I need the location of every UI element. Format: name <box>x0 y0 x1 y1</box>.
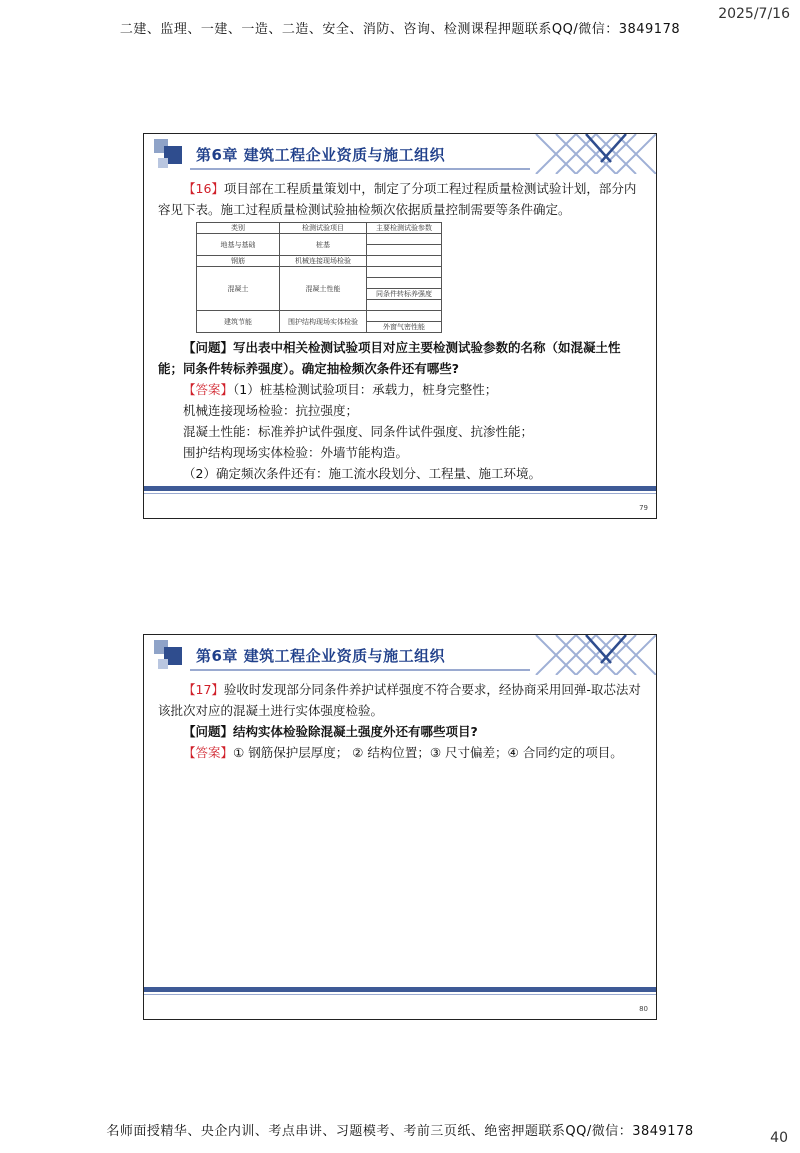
table-cell: 桩基 <box>280 234 367 256</box>
table-cell <box>367 300 442 311</box>
question-paragraph <box>158 178 642 220</box>
slide-title-bar <box>144 134 656 174</box>
answer-label: 【答案】 <box>183 382 234 397</box>
table-header-row <box>197 223 442 234</box>
slide-title-bar <box>144 635 656 675</box>
slide-bottom-band <box>144 486 656 491</box>
answer-line: 混凝土性能：标准养护试件强度、同条件试件强度、抗渗性能； <box>183 424 534 439</box>
question-label: 【问题】 <box>183 724 234 739</box>
table-cell <box>367 245 442 256</box>
page-footer-text: 名师面授精华、央企内训、考点串讲、习题模考、考前三页纸、绝密押题联系QQ/微信：3849178 <box>106 1124 694 1139</box>
table-row <box>197 234 442 245</box>
question-prompt-text: 写出表中相关检测试验项目对应主要检测试验参数的名称（如混凝土性能；同条件转标养强度）。确定抽检频次条件还有哪些? <box>158 340 621 376</box>
table-header-cell: 检测试验项目 <box>280 223 367 234</box>
question-number: 【16】 <box>183 181 224 196</box>
table-cell: 地基与基础 <box>197 234 280 256</box>
question-paragraph <box>158 679 642 721</box>
table-cell <box>367 267 442 278</box>
table-cell: 同条件转标养强度 <box>367 289 442 300</box>
table-cell: 机械连接现场检验 <box>280 256 367 267</box>
page-number: 40 <box>770 1130 788 1146</box>
table-cell <box>367 311 442 322</box>
table-cell: 混凝土性能 <box>280 267 367 311</box>
slide-number: 79 <box>639 504 648 512</box>
title-underline <box>190 669 530 671</box>
test-plan-table <box>196 222 442 333</box>
answer-text: ① 钢筋保护层厚度； ② 结构位置；③ 尺寸偏差；④ 合同约定的项目。 <box>233 745 623 760</box>
table-cell: 围护结构现场实体检验 <box>280 311 367 333</box>
table-cell: 建筑节能 <box>197 311 280 333</box>
table-row <box>197 267 442 278</box>
question-body: 项目部在工程质量策划中，制定了分项工程过程质量检测试验计划，部分内容见下表。施工过程质量检测试验抽检频次依据质量控制需要等条件确定。 <box>158 181 637 217</box>
slide-79 <box>143 133 657 519</box>
slide-content <box>158 679 642 763</box>
table-header-cell: 类别 <box>197 223 280 234</box>
table-cell: 混凝土 <box>197 267 280 311</box>
question-label: 【问题】 <box>183 340 234 355</box>
table-row <box>197 256 442 267</box>
question-prompt-text: 结构实体检验除混凝土强度外还有哪些项目? <box>233 724 478 739</box>
table-cell <box>367 256 442 267</box>
page-header-text: 二建、监理、一建、一造、二造、安全、消防、咨询、检测课程押题联系QQ/微信：3849178 <box>119 22 681 37</box>
question-body: 验收时发现部分同条件养护试样强度不符合要求，经协商采用回弹-取芯法对该批次对应的混凝土进行实体强度检验。 <box>158 682 641 718</box>
table-cell: 钢筋 <box>197 256 280 267</box>
corner-lattice-icon <box>526 134 656 174</box>
answer-line: 围护结构现场实体检验：外墙节能构造。 <box>183 445 409 460</box>
question-prompt <box>158 721 642 742</box>
slide-number: 80 <box>639 1005 648 1013</box>
slide-title: 第6章 建筑工程企业资质与施工组织 <box>196 647 446 665</box>
answer-line: 机械连接现场检验：抗拉强度； <box>183 403 359 418</box>
question-prompt <box>158 337 642 379</box>
answer-text: （1）桩基检测试验项目：承载力，桩身完整性； <box>233 382 498 397</box>
logo-square-icon <box>158 659 168 669</box>
logo-square-icon <box>158 158 168 168</box>
answer-paragraph <box>158 742 642 763</box>
slide-content <box>158 178 642 484</box>
title-underline <box>190 168 530 170</box>
table-row <box>197 311 442 322</box>
question-number: 【17】 <box>183 682 224 697</box>
answer-line <box>158 379 642 400</box>
slide-title: 第6章 建筑工程企业资质与施工组织 <box>196 146 446 164</box>
slide-bottom-rule <box>144 493 656 494</box>
slide-bottom-rule <box>144 994 656 995</box>
corner-lattice-icon <box>526 635 656 675</box>
table-header-cell: 主要检测试验参数 <box>367 223 442 234</box>
print-date: 2025/7/16 <box>718 6 790 22</box>
table-cell <box>367 278 442 289</box>
table-cell <box>367 234 442 245</box>
slide-bottom-band <box>144 987 656 992</box>
answer-label: 【答案】 <box>183 745 234 760</box>
slide-80 <box>143 634 657 1020</box>
table-cell: 外窗气密性能 <box>367 322 442 333</box>
answer-line: （2）确定频次条件还有：施工流水段划分、工程量、施工环境。 <box>183 466 541 481</box>
